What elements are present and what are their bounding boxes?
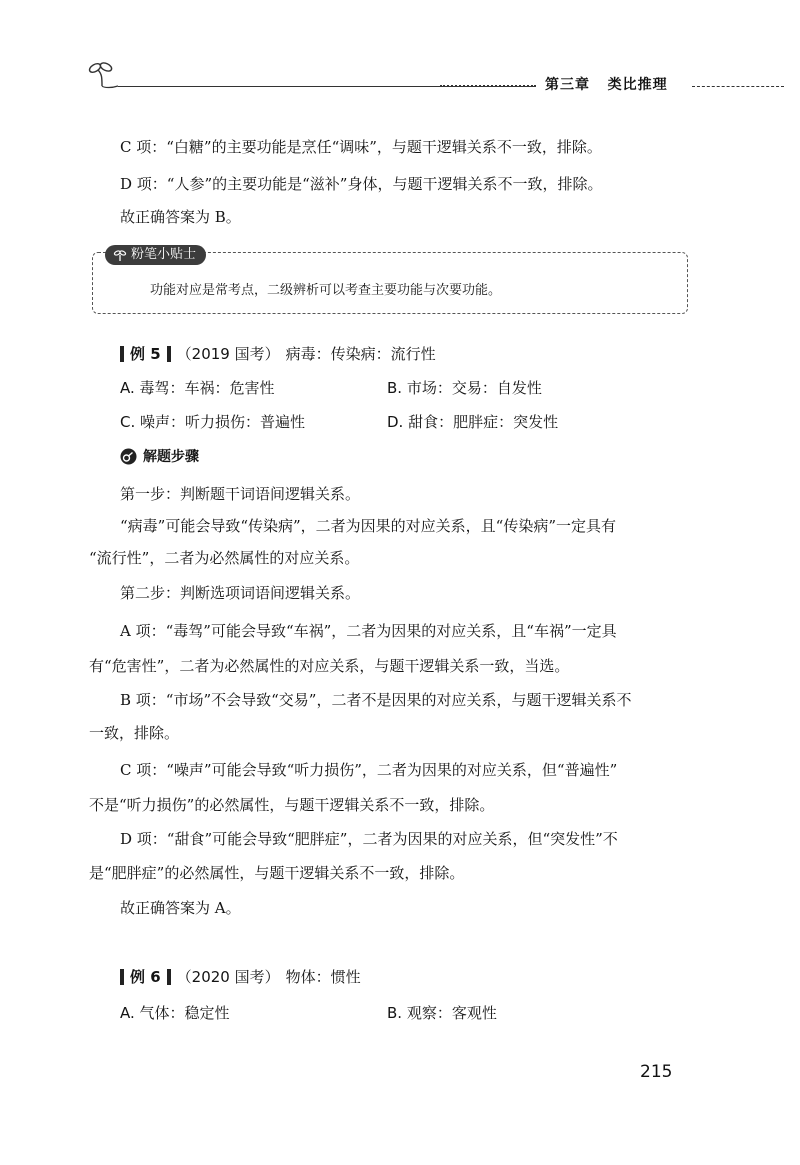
step-1-line-2: “流行性”，二者为必然属性的对应关系。 [89,549,360,567]
sprout-icon [113,248,127,262]
example-5-heading [120,343,436,364]
example-6-option-a: A. 气体：稳定性 [120,1004,230,1022]
option-b-line-1: B 项：“市场”不会导致“交易”，二者不是因果的对应关系，与题干逻辑关系不 [120,691,632,709]
example-5-answer: 故正确答案为 A。 [120,899,241,917]
example-6-heading [120,966,361,987]
heading-bar [167,969,171,985]
option-a-line-1: A 项：“毒驾”可能会导致“车祸”，二者为因果的对应关系，且“车祸”一定具 [120,622,617,640]
example-5-option-d: D. 甜食：肥胖症：突发性 [387,413,559,431]
answer-line: 故正确答案为 B。 [120,208,241,226]
sprout-logo-icon [86,58,120,92]
heading-bar [120,346,124,362]
example-5-label: 例 5 [130,345,161,363]
step-1: 第一步：判断题干词语间逻辑关系。 [120,485,361,503]
example-6-source: （2020 国考） [176,968,280,986]
option-d-line-2: 是“肥胖症”的必然属性，与题干逻辑关系不一致，排除。 [89,864,465,882]
page-number: 215 [640,1062,673,1082]
heading-bar [167,346,171,362]
example-5-option-a: A. 毒驾：车祸：危害性 [120,379,275,397]
tip-tag-label: 粉笔小贴士 [131,247,197,262]
example-5-option-c: C. 噪声：听力损伤：普遍性 [120,413,306,431]
option-a-line-2: 有“危害性”，二者为必然属性的对应关系，与题干逻辑关系一致，当选。 [89,657,570,675]
example-5-source: （2019 国考） [176,345,280,363]
option-b-line-2: 一致，排除。 [89,724,180,742]
solution-steps-title: 解题步骤 [143,449,199,465]
heading-bar [120,969,124,985]
step-1-line-1: “病毒”可能会导致“传染病”，二者为因果的对应关系，且“传染病”一定具有 [120,517,617,535]
option-d-analysis: D 项：“人参”的主要功能是“滋补”身体，与题干逻辑关系不一致，排除。 [120,175,603,193]
example-6-option-b: B. 观察：客观性 [387,1004,497,1022]
step-2: 第二步：判断选项词语间逻辑关系。 [120,584,361,602]
solution-steps-heading [120,446,199,466]
example-6-label: 例 6 [130,968,161,986]
header-dots [440,85,536,87]
tip-text: 功能对应是常考点，二级辨析可以考查主要功能与次要功能。 [150,283,502,298]
example-5-option-b: B. 市场：交易：自发性 [387,379,542,397]
steps-icon [120,448,137,465]
tip-tag [105,245,206,265]
option-d-line-1: D 项：“甜食”可能会导致“肥胖症”，二者为因果的对应关系，但“突发性”不 [120,830,618,848]
option-c-line-1: C 项：“噪声”可能会导致“听力损伤”，二者为因果的对应关系，但“普遍性” [120,761,618,779]
header-rule-right [692,86,784,87]
example-5-stem: 病毒：传染病：流行性 [285,345,436,363]
chapter-title: 类比推理 [607,77,668,93]
option-c-analysis: C 项：“白糖”的主要功能是烹任“调味”，与题干逻辑关系不一致，排除。 [120,138,602,156]
example-6-stem: 物体：惯性 [285,968,361,986]
chapter-number: 第三章 [545,77,590,93]
running-header [545,74,668,94]
option-c-line-2: 不是“听力损伤”的必然属性，与题干逻辑关系不一致，排除。 [89,796,495,814]
